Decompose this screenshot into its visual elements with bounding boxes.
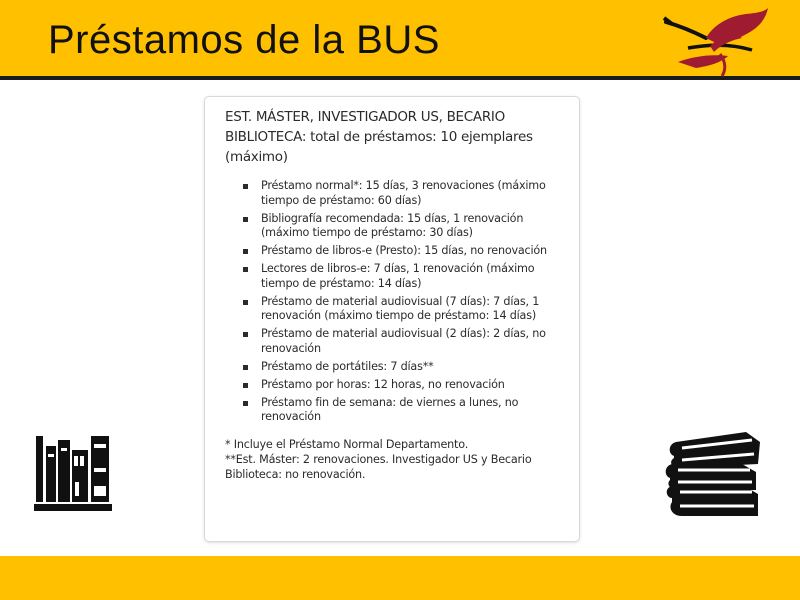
bookshelf-icon	[34, 434, 114, 514]
bullet-icon	[243, 217, 248, 222]
list-item	[243, 295, 569, 324]
loan-list	[225, 179, 569, 425]
bullet-icon	[243, 184, 248, 189]
bullet-icon	[243, 365, 248, 370]
footnotes	[225, 437, 569, 482]
list-item	[243, 262, 569, 291]
list-item-text: Bibliografía recomendada: 15 días, 1 renovación (máximo tiempo de préstamo: 30 días)	[261, 211, 524, 239]
footer-band	[0, 556, 800, 600]
book-stack-icon	[662, 428, 764, 520]
bullet-icon	[243, 300, 248, 305]
list-item-text: Préstamo de material audiovisual (7 días): 7 días, 1 renovación (máximo tiempo de préstamo: 14 días)	[261, 294, 540, 322]
list-item-text: Préstamo por horas: 12 horas, no renovación	[261, 377, 505, 391]
list-item-text: Préstamo de portátiles: 7 días**	[261, 359, 434, 373]
slide-title: Préstamos de la BUS	[48, 18, 440, 62]
list-item	[243, 327, 569, 356]
list-item-text: Préstamo de libros-e (Presto): 15 días, no renovación	[261, 244, 547, 257]
card-heading: EST. MÁSTER, INVESTIGADOR US, BECARIO BIBLIOTECA: total de préstamos: 10 ejemplares (máximo)	[225, 109, 533, 165]
bullet-icon	[243, 401, 248, 406]
list-item-text: Préstamo normal*: 15 días, 3 renovaciones (máximo tiempo de préstamo: 60 días)	[261, 179, 546, 207]
bullet-icon	[243, 332, 248, 337]
list-item-text: Préstamo fin de semana: de viernes a lunes, no renovación	[261, 395, 519, 423]
header-band	[0, 0, 800, 80]
loan-info-card	[204, 96, 580, 542]
list-item-text: Préstamo de material audiovisual (2 días): 2 días, no renovación	[261, 327, 546, 355]
list-item	[243, 179, 569, 208]
university-logo-icon	[660, 4, 788, 80]
bullet-icon	[243, 267, 248, 272]
list-item	[243, 396, 569, 425]
bullet-icon	[243, 383, 248, 388]
list-item	[243, 378, 569, 393]
bullet-icon	[243, 249, 248, 254]
list-item-text: Lectores de libros-e: 7 días, 1 renovación (máximo tiempo de préstamo: 14 días)	[261, 262, 535, 290]
list-item	[243, 244, 569, 259]
footnote: **Est. Máster: 2 renovaciones. Investigador US y Becario Biblioteca: no renovación.	[225, 452, 532, 481]
list-item	[243, 360, 569, 375]
list-item	[243, 212, 569, 241]
footnote: * Incluye el Préstamo Normal Departamento.	[225, 437, 469, 451]
